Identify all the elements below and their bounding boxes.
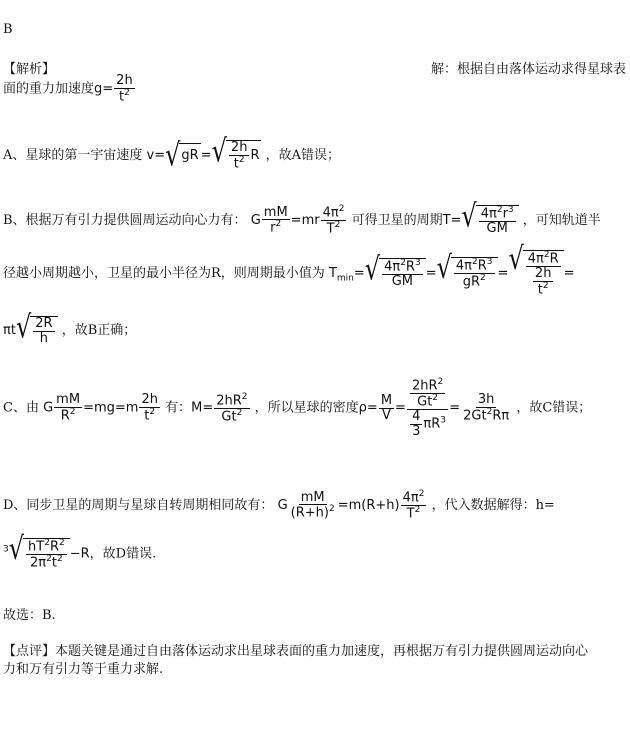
answer: B [3, 22, 13, 37]
analysis-label: 【解析】 [3, 62, 56, 77]
option-b-line: B、根据万有引力提供圆周运动向心力有： G $\frac{mM}{r^2}$ =mr $\frac{4\pi^2}{T^2}$ 可得卫星的周期T= √ $\frac{4\pi^2r^3}{GM}$ ，可知轨道半 [3, 197, 601, 237]
option-b-line2: 径越小周期越小，卫星的最小半径为R，则周期最小值为 $T_{min}=$ √ $\frac{4\pi^2R^3}{GM}$ = √ $\frac{4\pi^2R^3}{gR^2}$ = √ $\frac{4\pi^2R}{\frac{2h}{t^2}}$ = [3, 240, 575, 297]
comment-text: 本题关键是通过自由落体运动求出星球表面的重力加速度，再根据万有引力提供圆周运动向心 [55, 644, 589, 659]
option-d-suffix: ，故D错误. [89, 546, 157, 562]
analysis-intro-cont: 面的重力加速度 [3, 81, 95, 97]
comment [3, 640, 588, 659]
option-a-line: A、星球的第一宇宙速度 v= √ gR = √ $\frac{2h}{t^2}$ R ，故A错误； [3, 132, 341, 174]
option-b-result: πt √ $\frac{2R}{h}$ ，故B正确； [3, 309, 137, 346]
option-c-line: C、由 G $\frac{mM}{R^2}$ =mg=m $\frac{2h}{t^2}$ 有：M= $\frac{2hR^2}{Gt^2}$ ，所以星球的密度ρ= $\frac{M}{V}$ = $\frac{2hR^2}{Gt^2}$ $\frac{4}{3}$ $\pi R^3$ = $\frac{3h}{2Gt^2R\pi}$ ，故C错误； [3, 377, 592, 439]
conclusion: 故选：B. [3, 608, 56, 623]
option-c-mid2: ，所以星球的密度 [254, 400, 359, 416]
option-b-result-suffix: ，故B正确； [61, 323, 137, 339]
option-d-prefix: D、同步卫星的周期与星球自转周期相同故有： [3, 497, 274, 513]
option-d-line: D、同步卫星的周期与星球自转周期相同故有： G $\frac{mM}{(R+h)^2}$ =m(R+h) $\frac{4\pi^2}{T^2}$ ，代入数据解得：h= [3, 489, 555, 522]
comment-label: 【点评】 [3, 644, 56, 659]
option-b-line2-text: 径越小周期越小，卫星的最小半径为R，则周期最小值为 [3, 265, 325, 281]
option-a-suffix: ，故A错误； [265, 147, 341, 163]
option-b-prefix: B、根据万有引力提供圆周运动向心力有： [3, 212, 247, 228]
option-c-prefix: C、由 [3, 400, 39, 416]
option-c-mid1: 有： [165, 400, 192, 416]
analysis-intro: 解：根据自由落体运动求得星球表 [430, 62, 626, 77]
option-c-suffix: ，故C错误； [516, 400, 592, 416]
option-d-mid: ，代入数据解得：h= [431, 497, 555, 513]
option-b-mid: 可得卫星的周期 [351, 212, 443, 228]
option-a-prefix: A、星球的第一宇宙速度 [3, 147, 143, 163]
option-d-result: $^3$ √ $\frac{hT^2R^2}{2\pi^2t^2}$ −R，故D错误. [3, 530, 157, 571]
option-b-end: ，可知轨道半 [522, 212, 601, 228]
gravity-formula-line: 面的重力加速度g= $\frac{2h}{t^2}$ [3, 73, 133, 104]
comment-line2: 力和万有引力等于重力求解. [3, 662, 164, 677]
